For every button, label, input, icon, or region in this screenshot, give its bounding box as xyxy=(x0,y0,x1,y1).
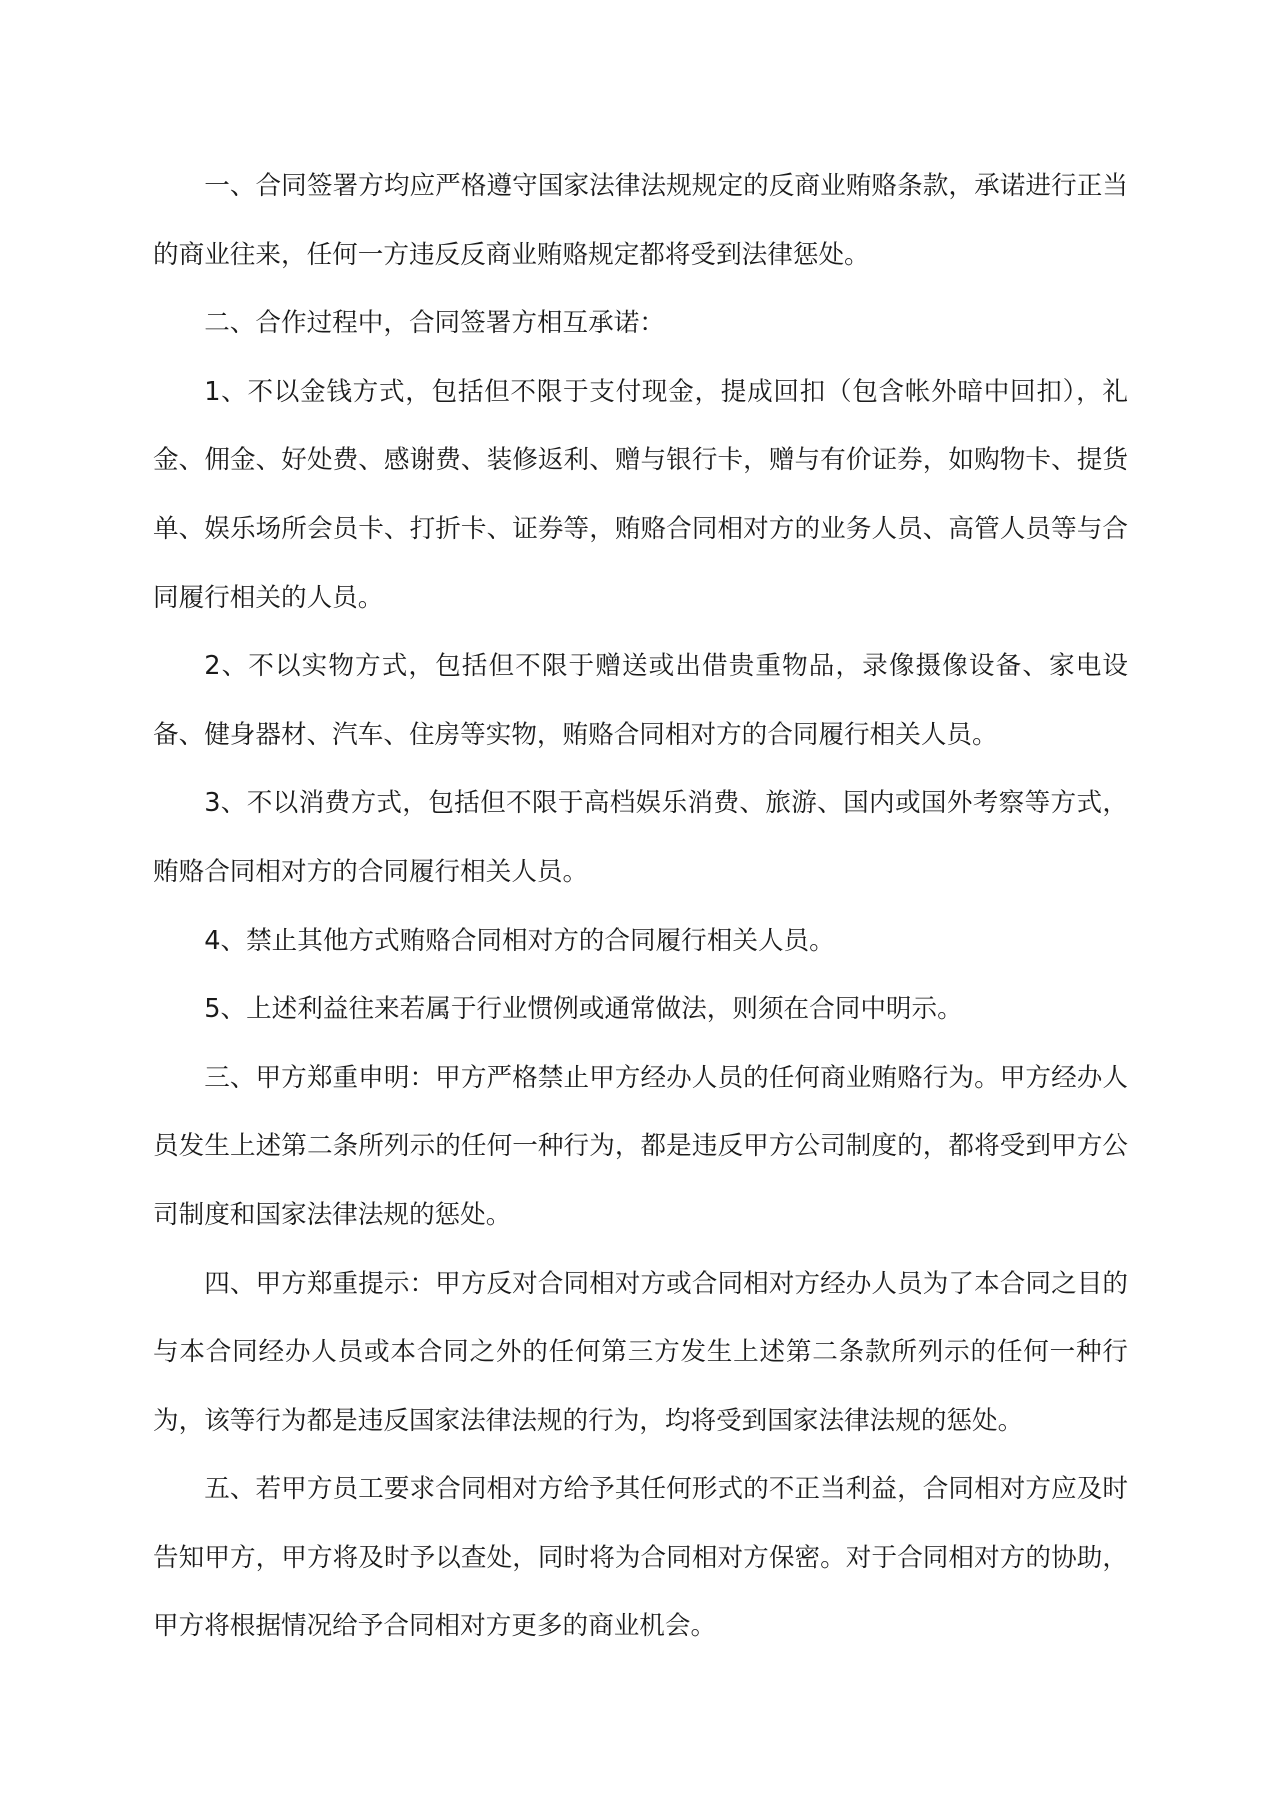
commitment-item-1-money: 1、不以金钱方式，包括但不限于支付现金，提成回扣（包含帐外暗中回扣），礼金、佣金、好处费、感谢费、装修返利、赠与银行卡，赠与有价证券，如购物卡、提货单、娱乐场所会员卡、打折卡、证券等，贿赂合同相对方的业务人员、高管人员等与合同履行相关的人员。 xyxy=(153,376,1128,613)
clause-5-reporting: 五、若甲方员工要求合同相对方给予其任何形式的不正当利益，合同相对方应及时告知甲方，甲方将及时予以查处，同时将为合同相对方保密。对于合同相对方的协助，甲方将根据情况给予合同相对方更多的商业机会。 xyxy=(153,1474,1128,1642)
commitment-item-2-goods: 2、不以实物方式，包括但不限于赠送或出借贵重物品，录像摄像设备、家电设备、健身器材、汽车、住房等实物，贿赂合同相对方的合同履行相关人员。 xyxy=(153,651,1128,750)
clause-2-mutual-commitments: 二、合作过程中，合同签署方相互承诺： xyxy=(204,308,665,339)
commitment-item-5-disclosure: 5、上述利益往来若属于行业惯例或通常做法，则须在合同中明示。 xyxy=(204,994,963,1025)
commitment-item-4-other: 4、禁止其他方式贿赂合同相对方的合同履行相关人员。 xyxy=(204,925,835,956)
clause-4-party-a-notice: 四、甲方郑重提示：甲方反对合同相对方或合同相对方经办人员为了本合同之目的与本合同经办人员或本合同之外的任何第三方发生上述第二条款所列示的任何一种行为，该等行为都是违反国家法律法规的行为，均将受到国家法律法规的惩处。 xyxy=(153,1268,1128,1436)
clause-1-compliance: 一、合同签署方均应严格遵守国家法律法规规定的反商业贿赂条款，承诺进行正当的商业往来，任何一方违反反商业贿赂规定都将受到法律惩处。 xyxy=(153,171,1128,270)
commitment-item-3-consumption: 3、不以消费方式，包括但不限于高档娱乐消费、旅游、国内或国外考察等方式，贿赂合同相对方的合同履行相关人员。 xyxy=(153,788,1128,887)
clause-3-party-a-declaration: 三、甲方郑重申明：甲方严格禁止甲方经办人员的任何商业贿赂行为。甲方经办人员发生上述第二条所列示的任何一种行为，都是违反甲方公司制度的，都将受到甲方公司制度和国家法律法规的惩处。 xyxy=(153,1062,1128,1230)
document-page xyxy=(153,152,1128,1661)
